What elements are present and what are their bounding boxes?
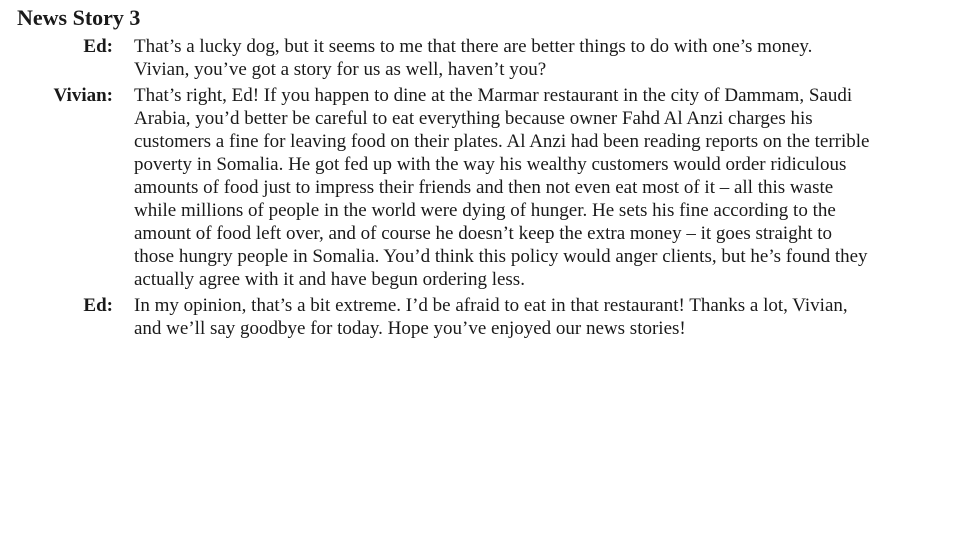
speech-line: and we’ll say goodbye for today. Hope you’ve enjoyed our news stories!	[134, 318, 686, 339]
speech-line: those hungry people in Somalia. You’d think this policy would anger clients, but he’s found they	[134, 246, 868, 267]
dialogue-turn	[0, 35, 969, 81]
speech-line: actually agree with it and have begun ordering less.	[134, 269, 525, 290]
speaker-label: Ed:	[83, 295, 113, 316]
speaker-label: Vivian:	[53, 85, 113, 106]
speech-line: poverty in Somalia. He got fed up with the way his wealthy customers would order ridiculous	[134, 154, 847, 175]
speech-line: amount of food left over, and of course he doesn’t keep the extra money – it goes straight to	[134, 223, 832, 244]
speech-line: Vivian, you’ve got a story for us as well, haven’t you?	[134, 59, 547, 80]
speech-line: Arabia, you’d better be careful to eat everything because owner Fahd Al Anzi charges his	[134, 108, 813, 129]
speech-text	[134, 294, 954, 340]
dialogue-turn	[0, 294, 969, 340]
speech-line: In my opinion, that’s a bit extreme. I’d be afraid to eat in that restaurant! Thanks a lot, Vivian,	[134, 295, 848, 316]
speech-line: That’s right, Ed! If you happen to dine at the Marmar restaurant in the city of Dammam, Saudi	[134, 85, 853, 106]
page-title: News Story 3	[17, 5, 141, 30]
speech-line: amounts of food just to impress their friends and then not even eat most of it – all this waste	[134, 177, 834, 198]
dialogue-turn	[0, 84, 969, 291]
speech-line: customers a fine for leaving food on their plates. Al Anzi had been reading reports on the terrible	[134, 131, 870, 152]
speech-text	[134, 35, 954, 81]
speech-text	[134, 84, 954, 291]
speech-line: while millions of people in the world were dying of hunger. He sets his fine according to the	[134, 200, 836, 221]
speech-line: That’s a lucky dog, but it seems to me that there are better things to do with one’s money.	[134, 36, 813, 57]
dialogue	[0, 35, 969, 343]
speaker-label: Ed:	[83, 36, 113, 57]
